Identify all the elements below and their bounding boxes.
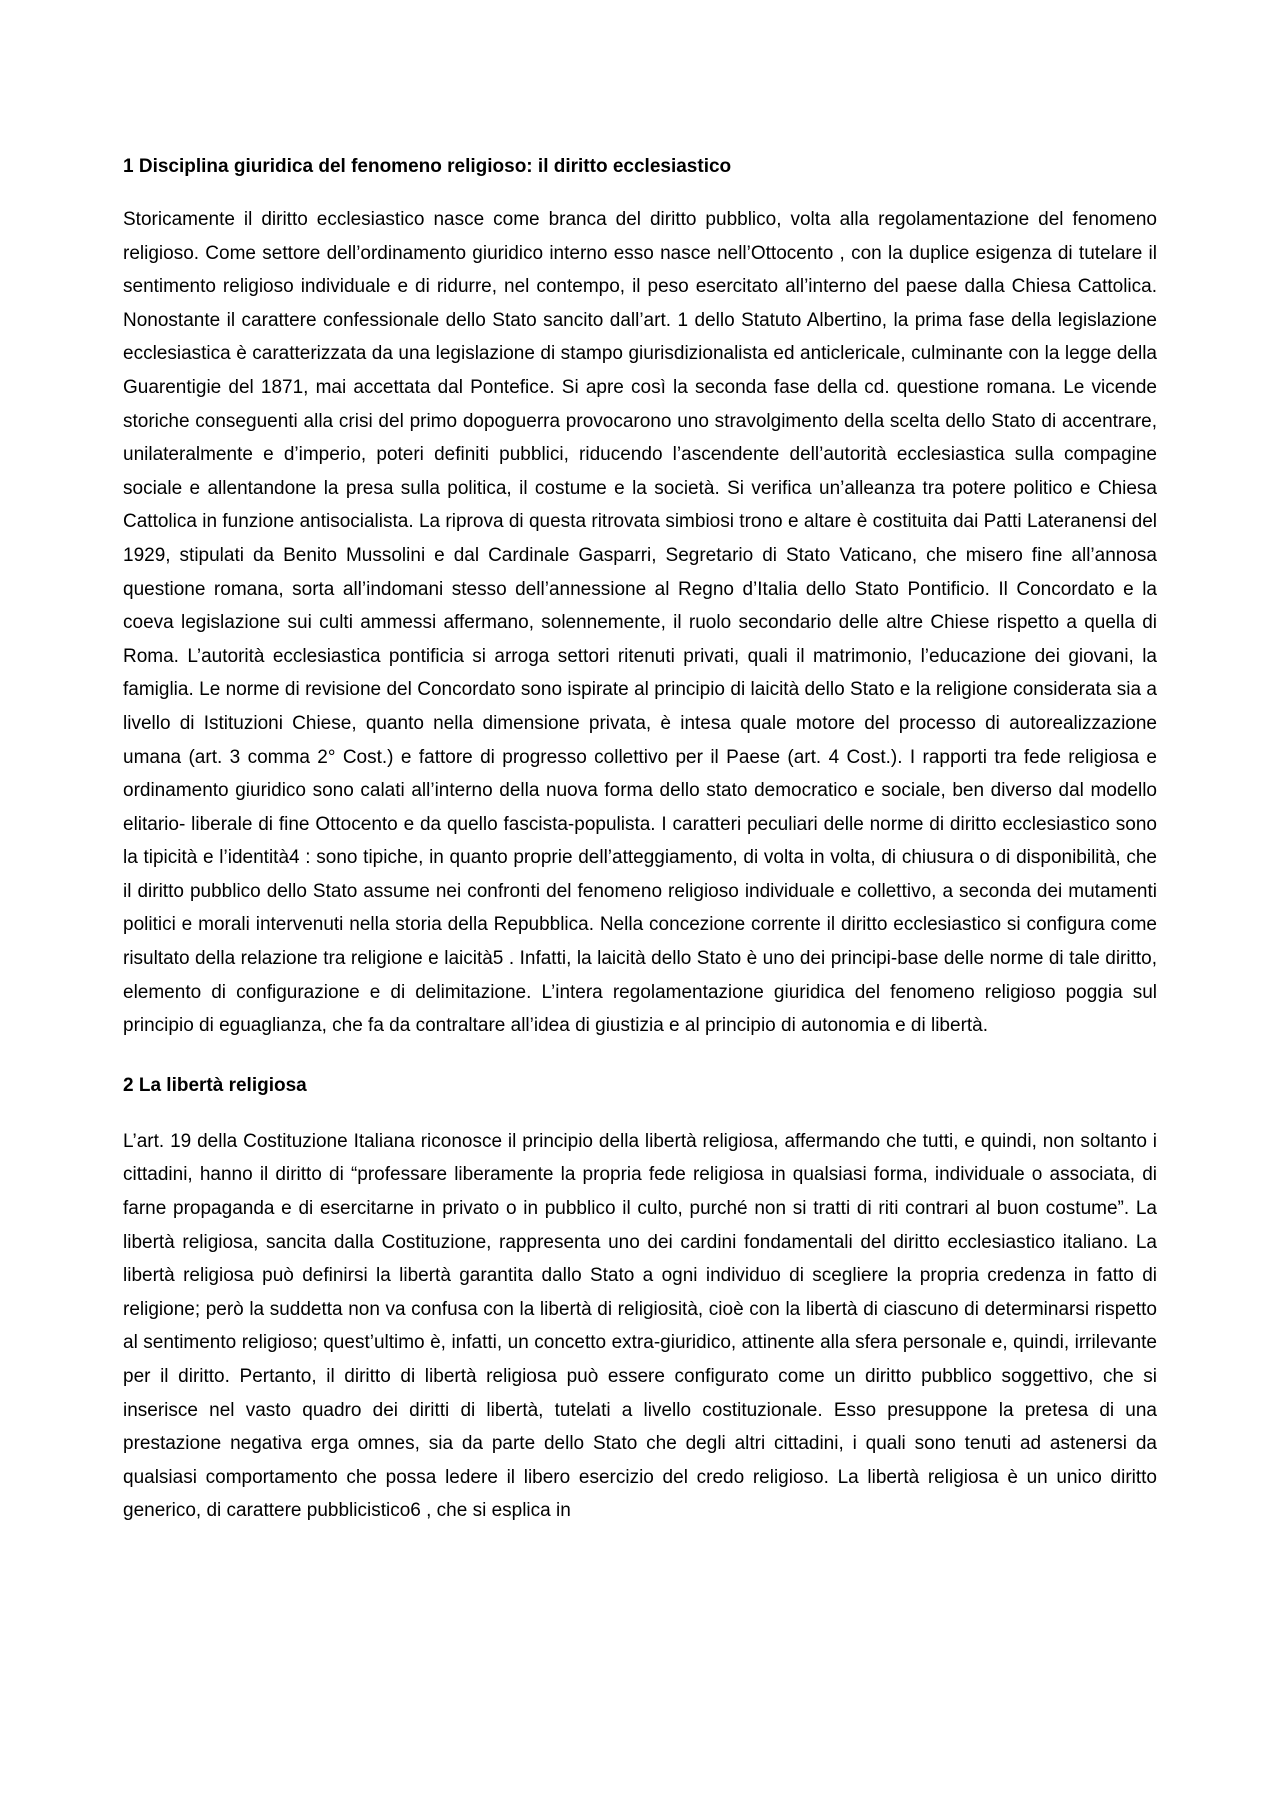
section-1-heading: 1 Disciplina giuridica del fenomeno religioso: il diritto ecclesiastico bbox=[123, 156, 732, 177]
section-1-paragraph: Storicamente il diritto ecclesiastico nasce come branca del diritto pubblico, volta alla regolamentazione del fenomeno religioso. Come settore dell’ordinamento giuridico interno esso nasce nell’Ottocento , con la duplice esigenza di tutelare il sentimento religioso individuale e di ridurre, nel contempo, il peso esercitato all’interno del paese dalla Chiesa Cattolica. Nonostante il carattere confessionale dello Stato sancito dall’art. 1 dello Statuto Albertino, la prima fase della legislazione ecclesiastica è caratterizzata da una legislazione di stampo giurisdizionalista ed anticlericale, culminante con la legge della Guarentigie del 1871, mai accettata dal Pontefice. Si apre così la seconda fase della cd. questione romana. Le vicende storiche conseguenti alla crisi del primo dopoguerra provocarono uno stravolgimento della scelta dello Stato di accentrare, unilateralmente e d’imperio, poteri definiti pubblici, riducendo l’ascendente dell’autorità ecclesiastica sulla compagine sociale e allentandone la presa sulla politica, il costume e la società. Si verifica un’alleanza tra potere politico e Chiesa Cattolica in funzione antisocialista. La riprova di questa ritrovata simbiosi trono e altare è costituita dai Patti Lateranensi del 1929, stipulati da Benito Mussolini e dal Cardinale Gasparri, Segretario di Stato Vaticano, che misero fine all’annosa questione romana, sorta all’indomani stesso dell’annessione al Regno d’Italia dello Stato Pontificio. Il Concordato e la coeva legislazione sui culti ammessi affermano, solennemente, il ruolo secondario delle altre Chiese rispetto a quella di Roma. L’autorità ecclesiastica pontificia si arroga settori ritenuti privati, quali il matrimonio, l’educazione dei giovani, la famiglia. Le norme di revisione del Concordato sono ispirate al principio di laicità dello Stato e la religione considerata sia a livello di Istituzioni Chiese, quanto nella dimensione privata, è intesa quale motore del processo di autorealizzazione umana (art. 3 comma 2° Cost.) e fattore di progresso collettivo per il Paese (art. 4 Cost.). I rapporti tra fede religiosa e ordinamento giuridico sono calati all’interno della nuova forma dello stato democratico e sociale, ben diverso dal modello elitario- liberale di fine Ottocento e da quello fascista-populista. I caratteri peculiari delle norme di diritto ecclesiastico sono la tipicità e l’identità4 : sono tipiche, in quanto proprie dell’atteggiamento, di volta in volta, di chiusura o di disponibilità, che il diritto pubblico dello Stato assume nei confronti del fenomeno religioso individuale e collettivo, a seconda dei mutamenti politici e morali intervenuti nella storia della Repubblica. Nella concezione corrente il diritto ecclesiastico si configura come risultato della relazione tra religione e laicità5 . Infatti, la laicità dello Stato è uno dei principi-base delle norme di tale diritto, elemento di configurazione e di delimitazione. L’intera regolamentazione giuridica del fenomeno religioso poggia sul principio di eguaglianza, che fa da contraltare all’idea di giustizia e al principio di autonomia e di libertà. bbox=[123, 209, 1157, 1037]
document-body bbox=[123, 150, 1157, 1528]
section-2-heading: 2 La libertà religiosa bbox=[123, 1074, 307, 1096]
section-2-paragraph: L’art. 19 della Costituzione Italiana riconosce il principio della libertà religiosa, affermando che tutti, e quindi, non soltanto i cittadini, hanno il diritto di “professare liberamente la propria fede religiosa in qualsiasi forma, individuale o associata, di farne propaganda e di esercitarne in privato o in pubblico il culto, purché non si tratti di riti contrari al buon costume”. La libertà religiosa, sancita dalla Costituzione, rappresenta uno dei cardini fondamentali del diritto ecclesiastico italiano. La libertà religiosa può definirsi la libertà garantita dallo Stato a ogni individuo di scegliere la propria credenza in fatto di religione; però la suddetta non va confusa con la libertà di religiosità, cioè con la libertà di ciascuno di determinarsi rispetto al sentimento religioso; quest’ultimo è, infatti, un concetto extra-giuridico, attinente alla sfera personale e, quindi, irrilevante per il diritto. Pertanto, il diritto di libertà religiosa può essere configurato come un diritto pubblico soggettivo, che si inserisce nel vasto quadro dei diritti di libertà, tutelati a livello costituzionale. Esso presuppone la pretesa di una prestazione negativa erga omnes, sia da parte dello Stato che degli altri cittadini, i quali sono tenuti ad astenersi da qualsiasi comportamento che possa ledere il libero esercizio del credo religioso. La libertà religiosa è un unico diritto generico, di carattere pubblicistico6 , che si esplica in bbox=[123, 1130, 1157, 1522]
